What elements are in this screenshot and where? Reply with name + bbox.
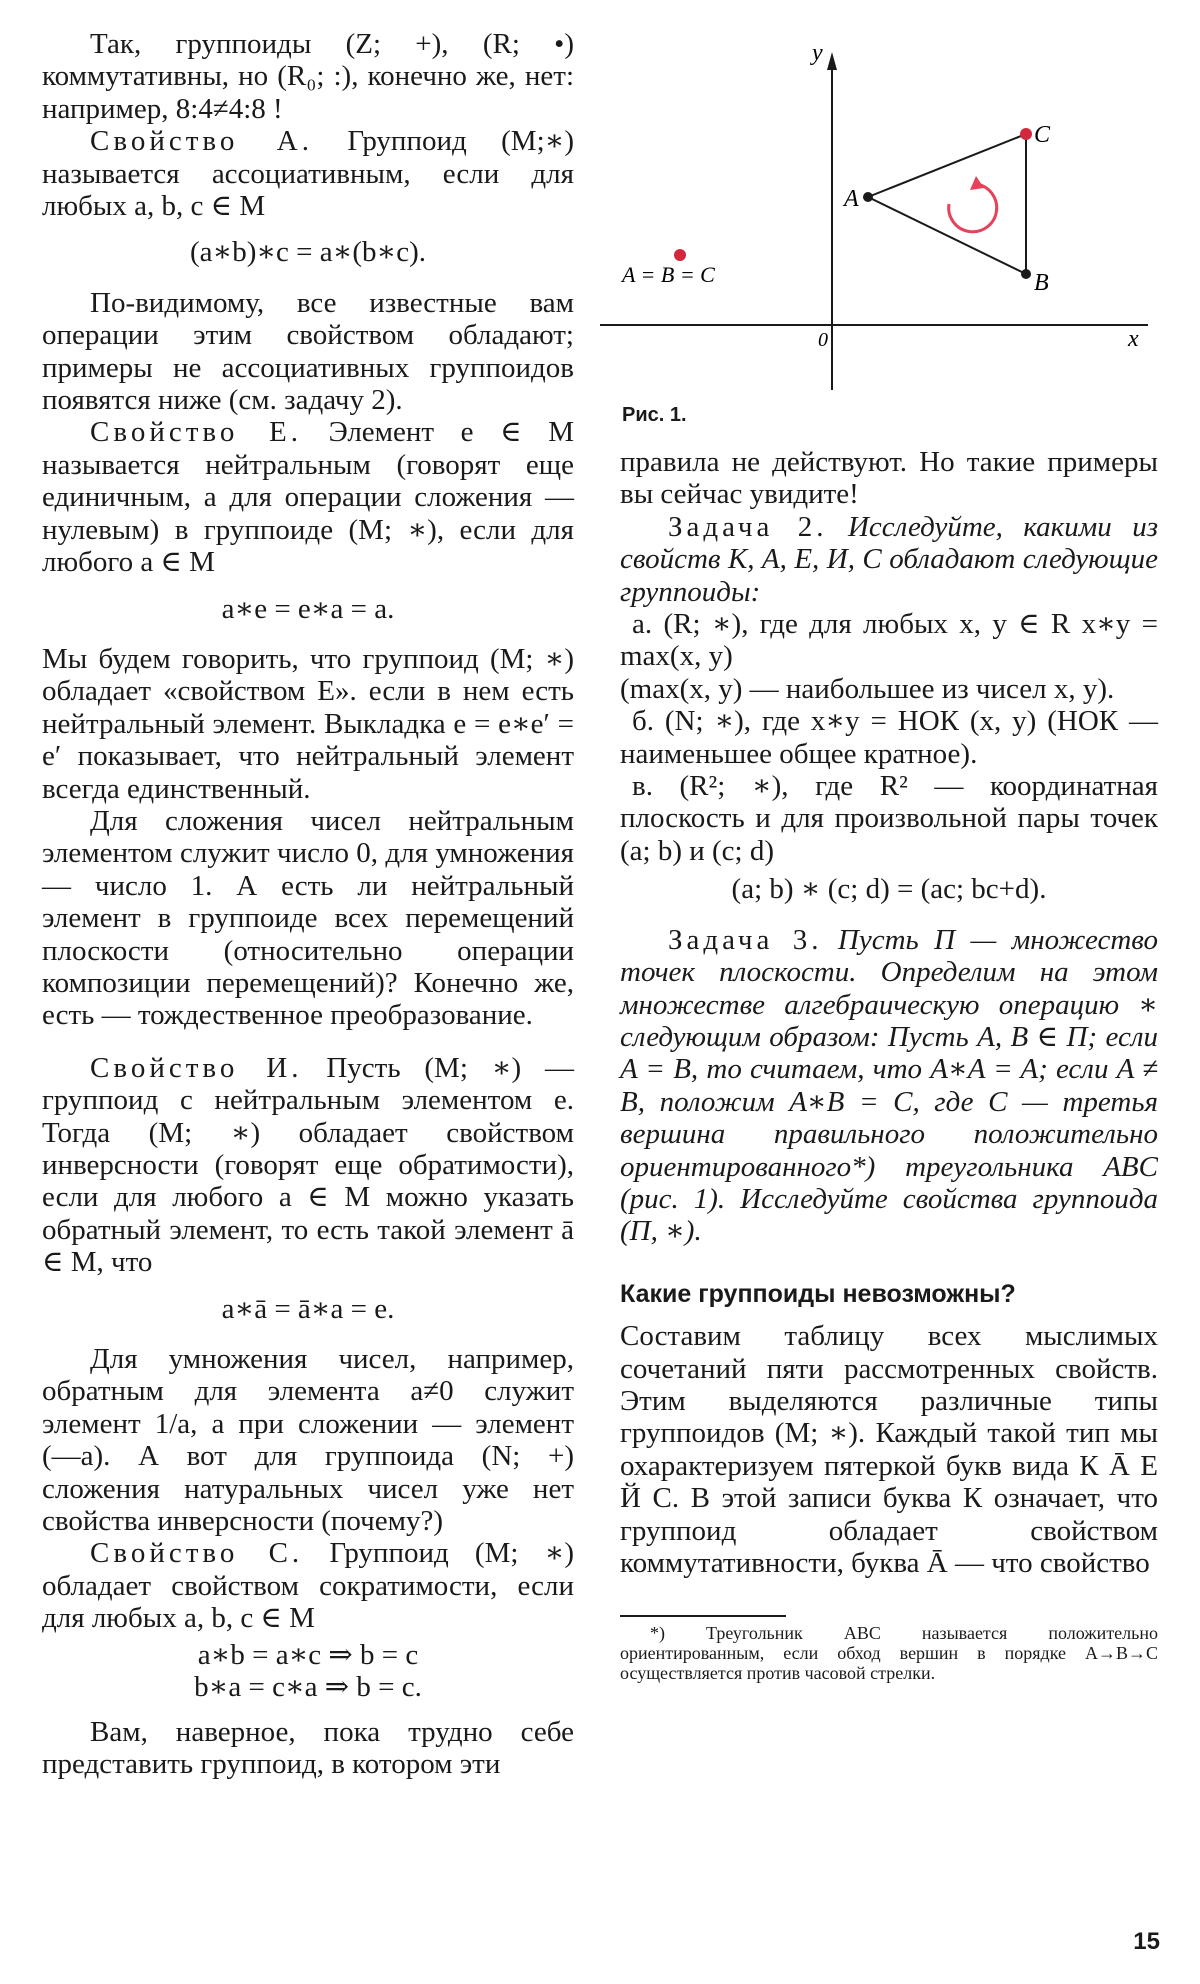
x-axis-label: x xyxy=(1128,326,1139,352)
point-a xyxy=(863,192,873,202)
paragraph-transition: Вам, наверное, пока трудно себе представить группоид, в котором эти xyxy=(42,1715,574,1780)
cancellation-formula-left: a∗b = a∗c ⇒ b = c xyxy=(197,1638,419,1671)
task-2-b: б. (N; ∗), где x∗y = НОК (x, y) (НОК — наименьшее общее кратное). xyxy=(620,705,1158,770)
point-a-label: A xyxy=(844,186,859,212)
property-i-text: Пусть (M; ∗) — группоид с нейтральным элементом e. Тогда (M; ∗) обладает свойством инверсности (говорят еще обратимости), если для любого a ∈ M можно указать обратный элемент, то есть такой элемент ā ∈ M, что xyxy=(42,1051,574,1279)
point-equal xyxy=(674,249,686,261)
neutral-element-formula: a∗e = e∗a = a. xyxy=(221,592,395,625)
property-e-lead: Свойство Е. xyxy=(90,416,302,449)
orientation-arrow-icon xyxy=(949,184,997,232)
section-heading: Какие группоиды невозможны? xyxy=(620,1279,1016,1308)
cancellation-formula xyxy=(42,1639,574,1704)
paragraph-groupoid-examples: Так, группоиды (Z; +), (R; •) коммутативны, но (R₀; :), конечно же, нет: например, 8:4≠4:8 ! xyxy=(42,28,574,125)
property-c-text: Группоид (M; ∗) обладает свойством сократимости, если для любых a, b, c ∈ M xyxy=(42,1537,574,1635)
paragraph-continuation: правила не действуют. Но такие примеры вы сейчас увидите! xyxy=(620,446,1158,511)
equal-points-label: A = B = C xyxy=(622,262,715,287)
inverse-formula: a∗ā = ā∗a = e. xyxy=(221,1292,395,1325)
orientation-arrowhead-icon xyxy=(970,176,984,190)
associativity-formula: (a∗b)∗c = a∗(b∗c). xyxy=(189,236,427,269)
cancellation-formula-right: b∗a = c∗a ⇒ b = c. xyxy=(194,1671,422,1704)
property-c xyxy=(42,1537,574,1634)
property-a-text: Группоид (M;∗) называется ассоциативным, если для любых a, b, c ∈ M xyxy=(42,125,574,223)
property-a xyxy=(42,125,574,222)
paragraph-neutral-examples: Для сложения чисел нейтральным элементом служит число 0, для умножения — число 1. А есть ли нейтральный элемент в группоиде всех перемещений плоскости (относительно операции композиции перемещений)? Конечно же, есть — тождественное преобразование. xyxy=(42,804,574,1032)
task-2 xyxy=(620,511,1158,608)
caption-spacer xyxy=(620,404,1158,446)
y-axis-arrow-icon xyxy=(827,52,837,70)
property-e-text: Элемент e ∈ M называется нейтральным (говорят еще единичным, а для операции сложения — нулевым) в группоиде (M; ∗), если для любого a ∈ M xyxy=(42,416,574,579)
left-column xyxy=(42,28,574,1780)
task-2-c: в. (R²; ∗), где R² — координатная плоскость и для произвольной пары точек (a; b) и (c; d) xyxy=(620,770,1158,867)
property-c-lead: Свойство С. xyxy=(90,1537,304,1570)
paragraph-inverse-examples: Для умножения чисел, например, обратным для элемента a≠0 служит элемент 1/a, а при сложении — элемент (—a). А вот для группоида (N; +) сложения натуральных чисел уже нет свойства инверсности (почему?) xyxy=(42,1343,574,1538)
figure-caption: Рис. 1. xyxy=(622,404,687,426)
point-b xyxy=(1021,269,1031,279)
paragraph-property-e: Мы будем говорить, что группоид (M; ∗) обладает «свойством Е». если в нем есть нейтральный элемент. Выкладка e = e∗e′ = e′ показывает, что нейтральный элемент всегда единственный. xyxy=(42,642,574,805)
origin-label: 0 xyxy=(818,329,828,351)
spacer xyxy=(620,1248,1158,1278)
paragraph-associativity-note: По-видимому, все известные вам операции этим свойством обладают; примеры не ассоциативных группоидов появятся ниже (см. задачу 2). xyxy=(42,286,574,417)
page-number: 15 xyxy=(1133,1928,1160,1955)
task-2-lead: Задача 2. xyxy=(668,510,828,543)
right-column xyxy=(620,404,1158,1683)
task-2-a: а. (R; ∗), где для любых x, y ∈ R x∗y = max(x, y) xyxy=(620,608,1158,673)
task-2-c-formula: (a; b) ∗ (c; d) = (ac; bc+d). xyxy=(731,873,1047,906)
task-3-text: Пусть П — множество точек плоскости. Определим на этом множестве алгебраическую операцию ∗ следующим образом: Пусть A, B ∈ П; если A = B, то считаем, что A∗A = A; если A ≠ B, положим A∗B = C, где C — третья вершина правильного положительно ориентированного*) треугольника ABC (рис. 1). Исследуйте свойства группоида (П, ∗). xyxy=(620,923,1158,1248)
spacer xyxy=(42,1032,574,1052)
property-a-lead: Свойство А. xyxy=(90,125,313,158)
property-i-lead: Свойство И. xyxy=(90,1051,303,1084)
point-b-label: B xyxy=(1034,270,1049,296)
y-axis-label: y xyxy=(812,40,823,66)
footnote-divider xyxy=(620,1615,786,1617)
triangle-abc xyxy=(868,134,1026,274)
task-3-lead: Задача 3. xyxy=(668,923,823,956)
task-2-a-note: (max(x, y) — наибольшее из чисел x, y). xyxy=(620,672,1115,705)
footnote: *) Треугольник ABC называется положительно ориентированным, если обход вершин в порядке A→B→C осуществляется против часовой стрелки. xyxy=(620,1623,1158,1684)
task-3 xyxy=(620,924,1158,1248)
task-2-text: Исследуйте, какими из свойств К, А, Е, И, С обладают следующие группоиды: xyxy=(620,510,1159,608)
point-c-label: C xyxy=(1034,122,1051,148)
point-c xyxy=(1020,128,1032,140)
paragraph-types-table: Составим таблицу всех мыслимых сочетаний пяти рассмотренных свойств. Этим выделяются различные типы группоидов (M; ∗). Каждый такой тип мы охарактеризуем пятеркой букв вида К Ā Е Й С. В этой записи буква К означает, что группоид обладает свойством коммутативности, буква Ā — что свойство xyxy=(620,1320,1158,1579)
property-i xyxy=(42,1052,574,1279)
figure-1 xyxy=(600,30,1160,390)
property-e xyxy=(42,416,574,578)
